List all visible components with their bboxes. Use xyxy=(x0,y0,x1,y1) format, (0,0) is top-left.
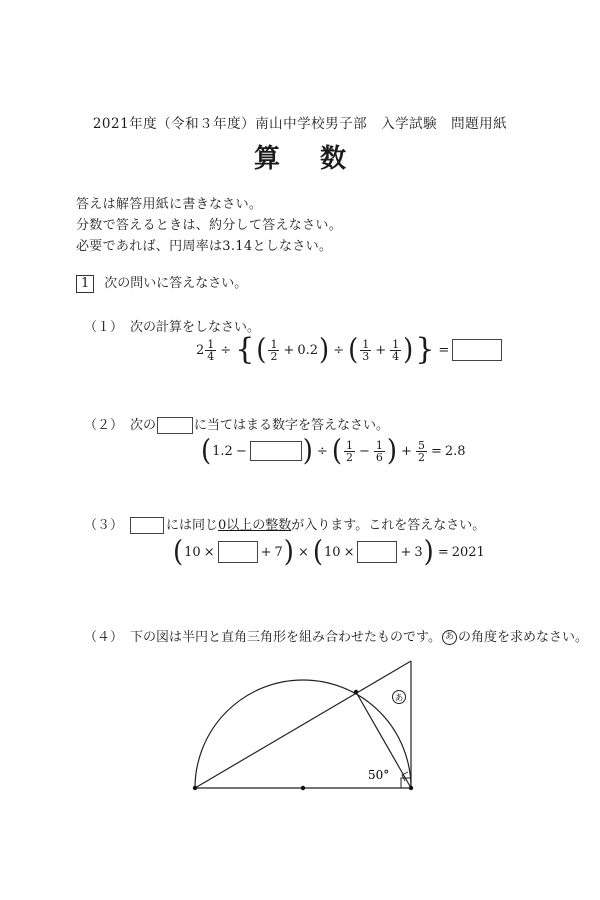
angle-marker-label: あ xyxy=(394,693,404,704)
right-paren: ) xyxy=(302,434,313,468)
plus-sign: + xyxy=(401,443,412,459)
angle-50-label: 50° xyxy=(368,768,390,782)
left-brace: { xyxy=(235,332,255,367)
subquestion-2-prompt-b: に当てはまる数字を答えなさい。 xyxy=(194,418,390,433)
point-center xyxy=(301,786,305,790)
left-paren: ( xyxy=(331,434,342,468)
equals-sign: = xyxy=(437,544,449,560)
fraction: $\frac{1}{2}$ xyxy=(345,438,353,464)
subquestion-3-prompt-b: 0以上の整数 xyxy=(218,518,292,533)
minus-sign: − xyxy=(358,443,370,459)
angle-marker-inline: あ xyxy=(442,630,457,645)
point-right xyxy=(409,786,413,790)
fraction: $\frac{1}{4}$ xyxy=(392,337,400,363)
times-sign: × xyxy=(343,544,355,560)
question-number-box: 1 xyxy=(76,275,94,293)
left-paren: ( xyxy=(312,535,324,569)
plus-sign: + xyxy=(283,342,295,358)
left-paren: ( xyxy=(201,434,212,468)
plus-sign: + xyxy=(375,342,387,358)
minus-sign: − xyxy=(235,443,247,459)
instruction-3: 必要であれば、円周率は3.14としなさい。 xyxy=(76,239,333,254)
times-sign: × xyxy=(297,544,309,560)
equals-sign: = xyxy=(438,342,450,358)
left-paren: ( xyxy=(348,333,359,367)
right-paren: ) xyxy=(386,434,398,468)
left-paren: ( xyxy=(173,535,184,569)
plus-sign: + xyxy=(260,544,272,560)
times-sign: × xyxy=(203,544,215,560)
page-title: 算数 xyxy=(253,144,386,174)
plus-sign: + xyxy=(400,544,412,560)
divide-sign: ÷ xyxy=(333,342,345,358)
subquestion-2-label: （２） xyxy=(84,418,124,433)
result-value: 2021 xyxy=(451,544,485,560)
instruction-1: 答えは解答用紙に書きなさい。 xyxy=(76,197,263,212)
exam-header: 2021年度（令和３年度）南山中学校男子部 入学試験 問題用紙 xyxy=(92,116,508,132)
ten-value: 10 xyxy=(184,544,201,560)
subquestion-3-prompt-c: が入ります。これを答えなさい。 xyxy=(291,518,486,533)
result-value: 2.8 xyxy=(444,443,466,459)
right-paren: ) xyxy=(319,333,330,367)
decimal-value: 0.2 xyxy=(297,342,319,358)
equals-sign: = xyxy=(430,443,442,459)
fraction: $\frac{1}{4}$ xyxy=(207,337,215,363)
divide-sign: ÷ xyxy=(316,443,328,459)
subquestion-1-prompt: 次の計算をしなさい。 xyxy=(130,320,261,335)
divide-sign: ÷ xyxy=(220,342,232,358)
point-left xyxy=(193,786,197,790)
fraction: $\frac{1}{3}$ xyxy=(362,337,370,363)
subquestion-3-prompt-a: には同じ xyxy=(166,518,219,533)
left-paren: ( xyxy=(256,333,267,367)
ten-value: 10 xyxy=(324,544,341,560)
subquestion-2-prompt-a: 次の xyxy=(130,418,157,433)
question-1-prompt: 次の問いに答えなさい。 xyxy=(104,276,248,291)
point-on-arc xyxy=(354,690,358,694)
seven-value: 7 xyxy=(274,544,283,560)
fraction: $\frac{5}{2}$ xyxy=(417,438,425,464)
subquestion-3-label: （３） xyxy=(84,518,124,533)
three-value: 3 xyxy=(414,544,423,560)
subquestion-4-prompt-b: の角度を求めなさい。 xyxy=(457,630,588,645)
fraction: $\frac{1}{2}$ xyxy=(270,337,278,363)
right-paren: ) xyxy=(283,535,294,569)
right-paren: ) xyxy=(423,535,434,569)
right-paren: ) xyxy=(403,333,414,367)
mixed-whole: 2 xyxy=(196,342,205,358)
subquestion-4-prompt-a: 下の図は半円と直角三角形を組み合わせたものです。 xyxy=(130,630,441,645)
instruction-2: 分数で答えるときは、約分して答えなさい。 xyxy=(76,218,343,233)
right-brace: } xyxy=(415,332,435,367)
subquestion-4-label: （４） xyxy=(84,630,124,645)
fraction: $\frac{1}{6}$ xyxy=(375,438,383,464)
subquestion-1-label: （１） xyxy=(84,320,124,335)
decimal-value: 1.2 xyxy=(212,443,233,459)
